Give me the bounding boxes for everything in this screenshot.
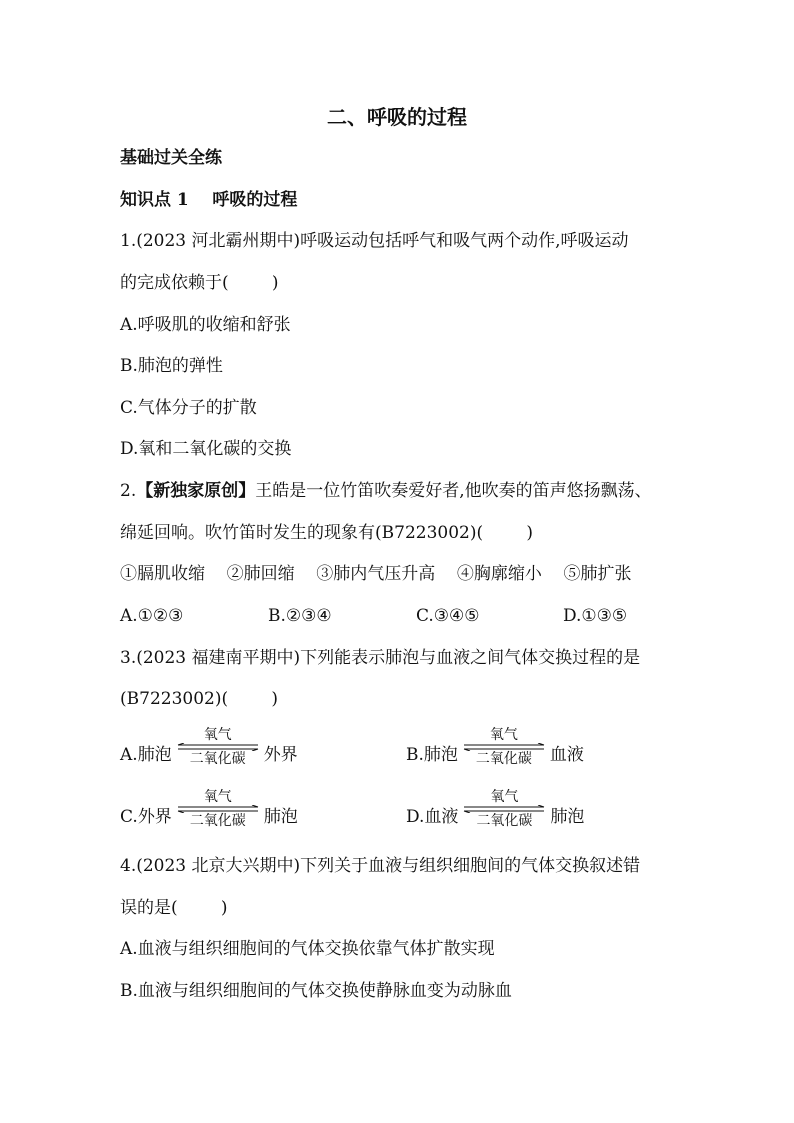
q3-b-right: 血液 [549, 745, 584, 765]
q3-b-double-arrow [462, 727, 546, 767]
q3-c-double-arrow [176, 789, 260, 829]
q2-option-b: B.②③④ [268, 606, 332, 626]
q1-option-a: A.呼吸肌的收缩和舒张 [120, 315, 291, 335]
q3-c-arrows-icon [176, 805, 260, 813]
q1-stem-line2: 的完成依赖于( ) [120, 273, 279, 293]
q2-option-a: A.①②③ [120, 606, 184, 626]
knowledge-point-heading: 知识点 1 呼吸的过程 [120, 190, 298, 210]
q1-option-c: C.气体分子的扩散 [120, 398, 257, 418]
q3-d-arrow-top-label: 氧气 [490, 789, 519, 805]
q2-statements: ①膈肌收缩 ②肺回缩 ③肺内气压升高 ④胸廓缩小 ⑤肺扩张 [120, 564, 632, 584]
q4-option-b: B.血液与组织细胞间的气体交换使静脉血变为动脉血 [120, 981, 512, 1001]
q3-b-left: 肺泡 [423, 745, 458, 765]
section-heading: 基础过关全练 [120, 148, 222, 168]
page-title: 二、呼吸的过程 [327, 105, 467, 129]
q3-c-arrow-top-label: 氧气 [203, 789, 232, 805]
q3-option-b: B. 肺泡 氧气 二氧化碳 血液 [406, 727, 584, 767]
q2-stem-line1 [120, 479, 652, 503]
q1-option-b: B.肺泡的弹性 [120, 356, 223, 376]
q3-d-left: 血液 [424, 807, 459, 827]
q4-stem-line2: 误的是( ) [120, 898, 228, 918]
q3-option-a: A. 肺泡 氧气 二氧化碳 外界 [120, 727, 298, 767]
q1-option-d: D.氧和二氧化碳的交换 [120, 439, 292, 459]
q3-option-d: D. 血液 氧气 二氧化碳 肺泡 [406, 789, 585, 829]
q3-c-arrow-bottom-label: 二氧化碳 [189, 813, 246, 829]
q3-stem-line2: (B7223002)( ) [120, 689, 278, 709]
q2-option-c: C.③④⑤ [416, 606, 480, 626]
q3-b-arrows-icon [462, 743, 546, 751]
q2-stem-text: 王皓是一位竹笛吹奏爱好者,他吹奏的笛声悠扬飘荡、 [255, 481, 652, 501]
q4-option-a: A.血液与组织细胞间的气体交换依靠气体扩散实现 [120, 939, 495, 959]
q3-d-double-arrow [462, 789, 546, 829]
q3-a-right: 外界 [263, 745, 298, 765]
q3-a-left: 肺泡 [137, 745, 172, 765]
q2-option-d: D.①③⑤ [563, 606, 628, 626]
q3-a-arrow-bottom-label: 二氧化碳 [189, 751, 246, 767]
q3-d-arrows-icon [462, 805, 546, 813]
q3-c-left: 外界 [137, 807, 172, 827]
q1-stem-line1: 1.(2023 河北霸州期中)呼吸运动包括呼气和吸气两个动作,呼吸运动 [120, 231, 629, 251]
q2-number: 2. [120, 481, 137, 501]
q3-a-arrow-top-label: 氧气 [203, 727, 232, 743]
q2-tag: 【新独家原创】 [136, 481, 256, 501]
q3-b-arrow-top-label: 氧气 [489, 727, 518, 743]
q3-a-double-arrow [176, 727, 260, 767]
q3-option-c: C. 外界 氧气 二氧化碳 肺泡 [120, 789, 298, 829]
q3-b-arrow-bottom-label: 二氧化碳 [475, 751, 532, 767]
q3-d-arrow-bottom-label: 二氧化碳 [476, 813, 533, 829]
q2-stem-line2: 绵延回响。吹竹笛时发生的现象有(B7223002)( ) [120, 523, 533, 543]
q3-stem-line1: 3.(2023 福建南平期中)下列能表示肺泡与血液之间气体交换过程的是 [120, 648, 641, 668]
q3-d-right: 肺泡 [550, 807, 585, 827]
q3-c-right: 肺泡 [263, 807, 298, 827]
q4-stem-line1: 4.(2023 北京大兴期中)下列关于血液与组织细胞间的气体交换叙述错 [120, 856, 641, 876]
q3-a-arrows-icon [176, 743, 260, 751]
